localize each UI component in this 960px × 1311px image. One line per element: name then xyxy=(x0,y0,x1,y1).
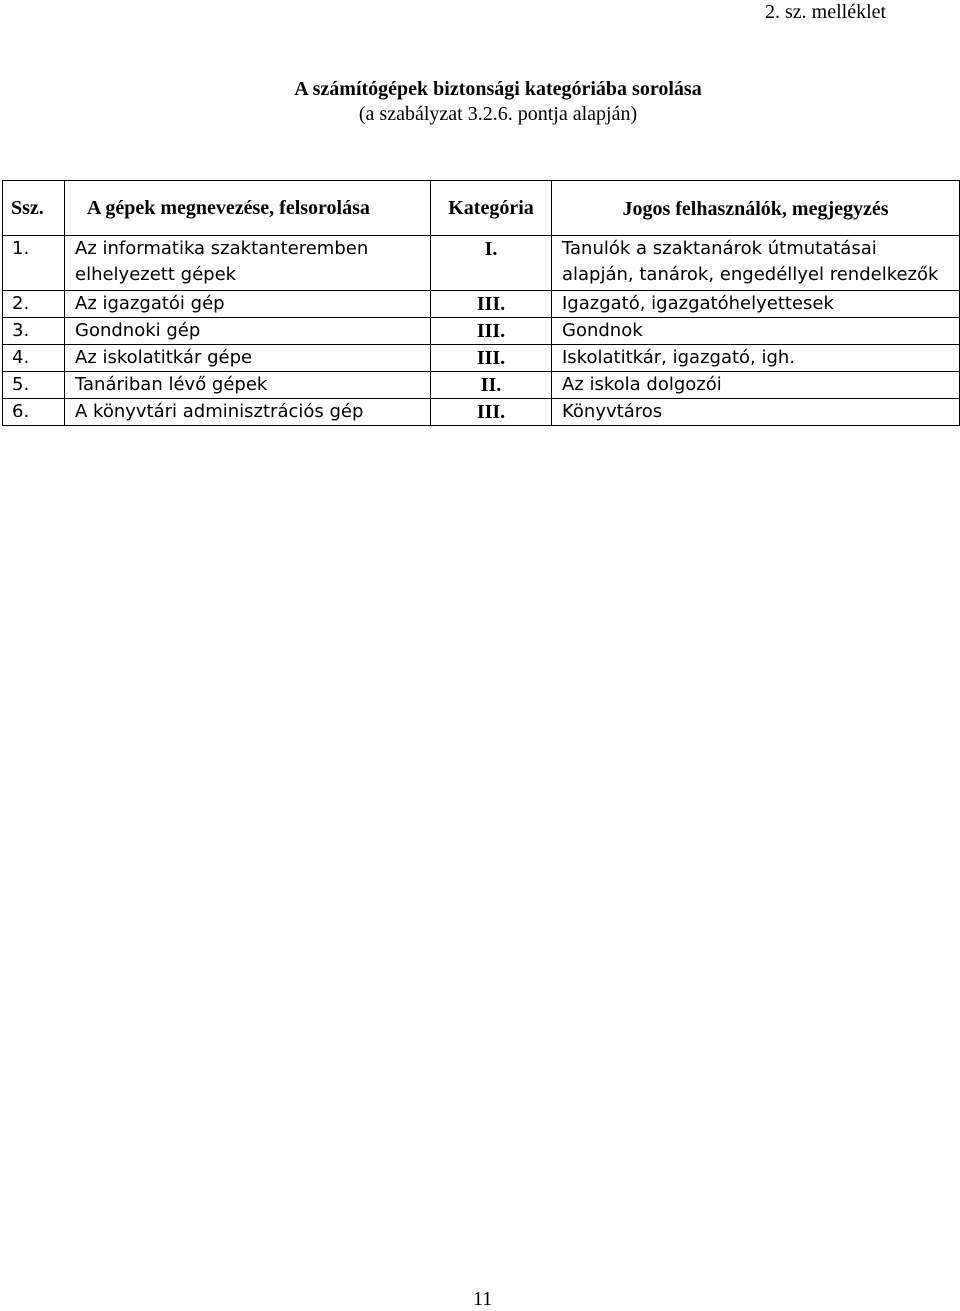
table-row xyxy=(3,318,960,345)
row-users: Tanulók a szaktanárok útmutatásai alapján, tanárok, engedéllyel rendelkezők xyxy=(552,236,960,291)
row-ssz: 6. xyxy=(3,399,65,426)
row-category: III. xyxy=(431,399,552,426)
row-ssz: 3. xyxy=(3,318,65,345)
table-row xyxy=(3,345,960,372)
annex-label: 2. sz. melléklet xyxy=(765,1,887,23)
row-name: A könyvtári adminisztrációs gép xyxy=(65,399,431,426)
row-category: III. xyxy=(431,291,552,318)
header-category: Kategória xyxy=(431,181,552,236)
table-row xyxy=(3,291,960,318)
row-category: III. xyxy=(431,318,552,345)
row-users: Az iskola dolgozói xyxy=(552,372,960,399)
row-users: Gondnok xyxy=(552,318,960,345)
title-line-1: A számítógépek biztonsági kategóriába sorolása xyxy=(294,78,702,100)
row-category: I. xyxy=(431,236,552,291)
row-name: Gondnoki gép xyxy=(65,318,431,345)
row-ssz: 5. xyxy=(3,372,65,399)
row-users: Iskolatitkár, igazgató, igh. xyxy=(552,345,960,372)
header-users: Jogos felhasználók, megjegyzés xyxy=(552,181,960,236)
table-row xyxy=(3,372,960,399)
row-name: Az igazgatói gép xyxy=(65,291,431,318)
table-row xyxy=(3,399,960,426)
title-line-2: (a szabályzat 3.2.6. pontja alapján) xyxy=(358,103,638,125)
row-ssz: 1. xyxy=(3,236,65,291)
row-name: Az iskolatitkár gépe xyxy=(65,345,431,372)
row-ssz: 2. xyxy=(3,291,65,318)
row-users: Igazgató, igazgatóhelyettesek xyxy=(552,291,960,318)
table-header-row xyxy=(3,181,960,236)
row-ssz: 4. xyxy=(3,345,65,372)
page-number: 11 xyxy=(473,1288,493,1310)
table-row xyxy=(3,236,960,291)
computer-category-table xyxy=(2,180,960,426)
row-users: Könyvtáros xyxy=(552,399,960,426)
header-ssz: Ssz. xyxy=(3,181,65,236)
document-title xyxy=(0,77,960,127)
row-category: III. xyxy=(431,345,552,372)
row-name: Tanáriban lévő gépek xyxy=(65,372,431,399)
row-category: II. xyxy=(431,372,552,399)
row-name: Az informatika szaktanteremben elhelyezett gépek xyxy=(65,236,431,291)
header-name: A gépek megnevezése, felsorolása xyxy=(65,181,431,236)
